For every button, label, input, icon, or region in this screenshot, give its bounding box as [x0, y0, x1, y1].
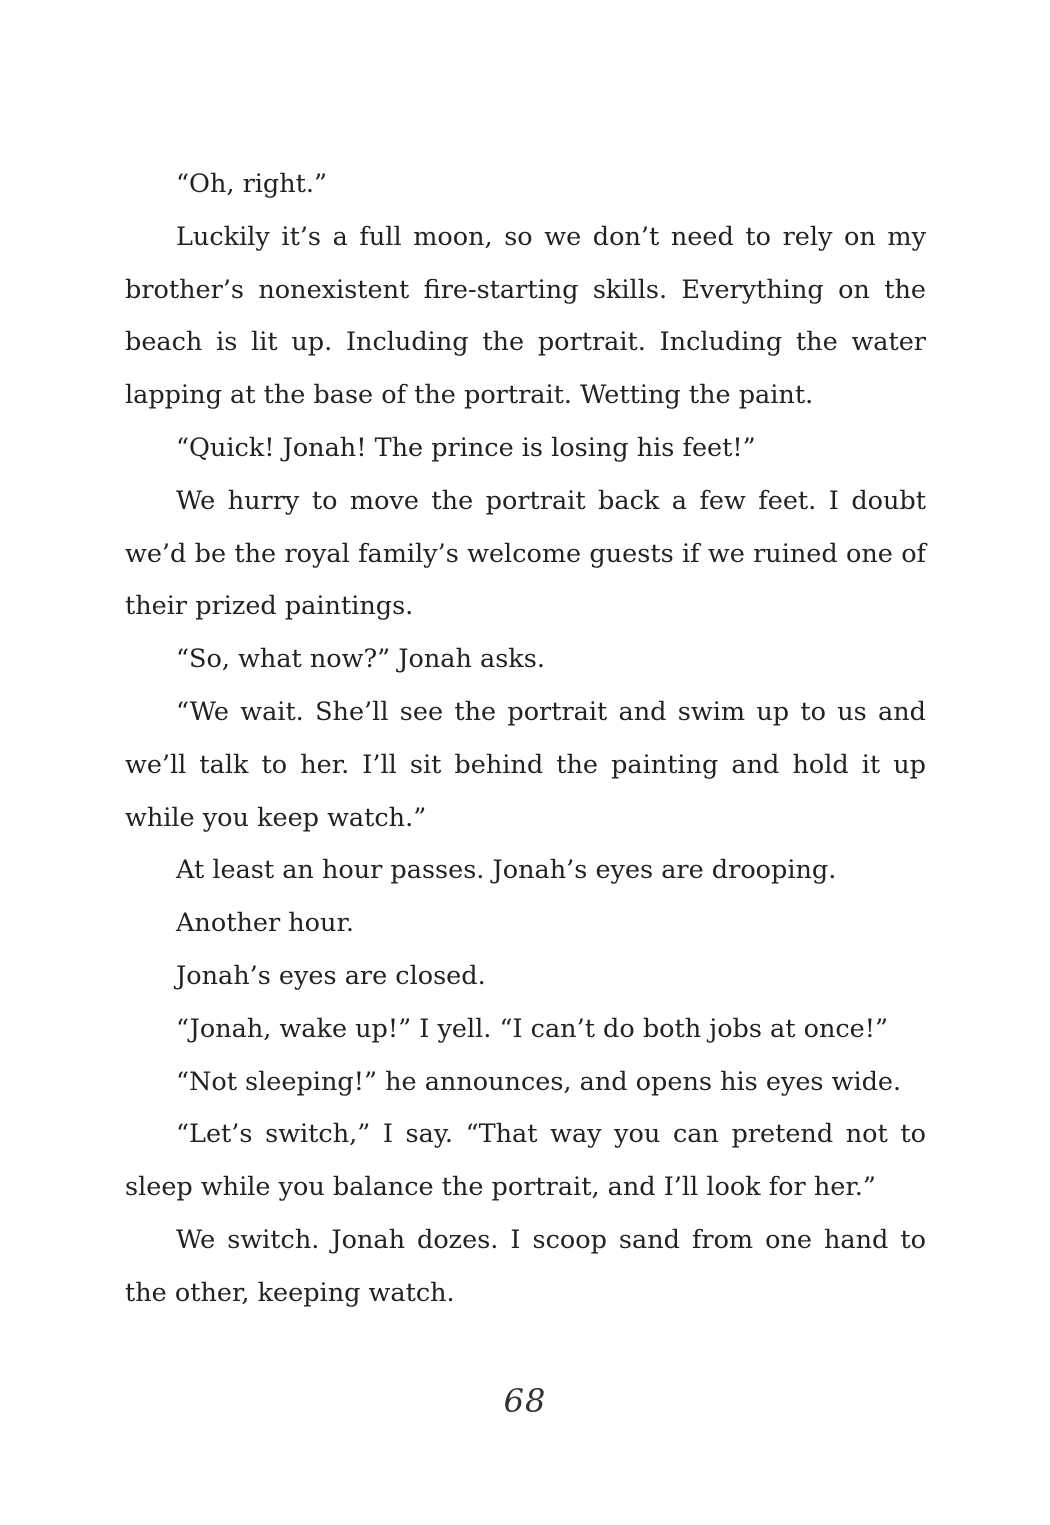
paragraph: We hurry to move the portrait back a few feet. I doubt we’d be the royal family’s welcome guests if we ruined one of their prized paintings. [125, 485, 926, 622]
paragraph: “So, what now?” Jonah asks. [176, 644, 545, 675]
paragraph: Luckily it’s a full moon, so we don’t need to rely on my brother’s nonexistent fire-starting skills. Everything on the beach is lit up. Including the portrait. Including the water lapping at the base of the portrait. Wetting the paint. [125, 221, 926, 411]
paragraph: “We wait. She’ll see the portrait and swim up to us and we’ll talk to her. I’ll sit behind the painting and hold it up while you keep watch.” [125, 696, 926, 833]
paragraph: “Quick! Jonah! The prince is losing his feet!” [176, 432, 756, 463]
body-text [125, 158, 926, 1320]
page-number: 68 [503, 1382, 547, 1420]
paragraph: “Not sleeping!” he announces, and opens his eyes wide. [176, 1066, 902, 1097]
paragraph: We switch. Jonah dozes. I scoop sand from one hand to the other, keeping watch. [125, 1224, 926, 1308]
paragraph: Another hour. [176, 908, 354, 939]
paragraph: “Jonah, wake up!” I yell. “I can’t do both jobs at once!” [176, 1013, 889, 1044]
paragraph: At least an hour passes. Jonah’s eyes are drooping. [176, 855, 837, 886]
paragraph: Jonah’s eyes are closed. [176, 960, 486, 991]
paragraph: “Oh, right.” [176, 169, 328, 199]
paragraph: “Let’s switch,” I say. “That way you can pretend not to sleep while you balance the portrait, and I’ll look for her.” [125, 1119, 926, 1203]
